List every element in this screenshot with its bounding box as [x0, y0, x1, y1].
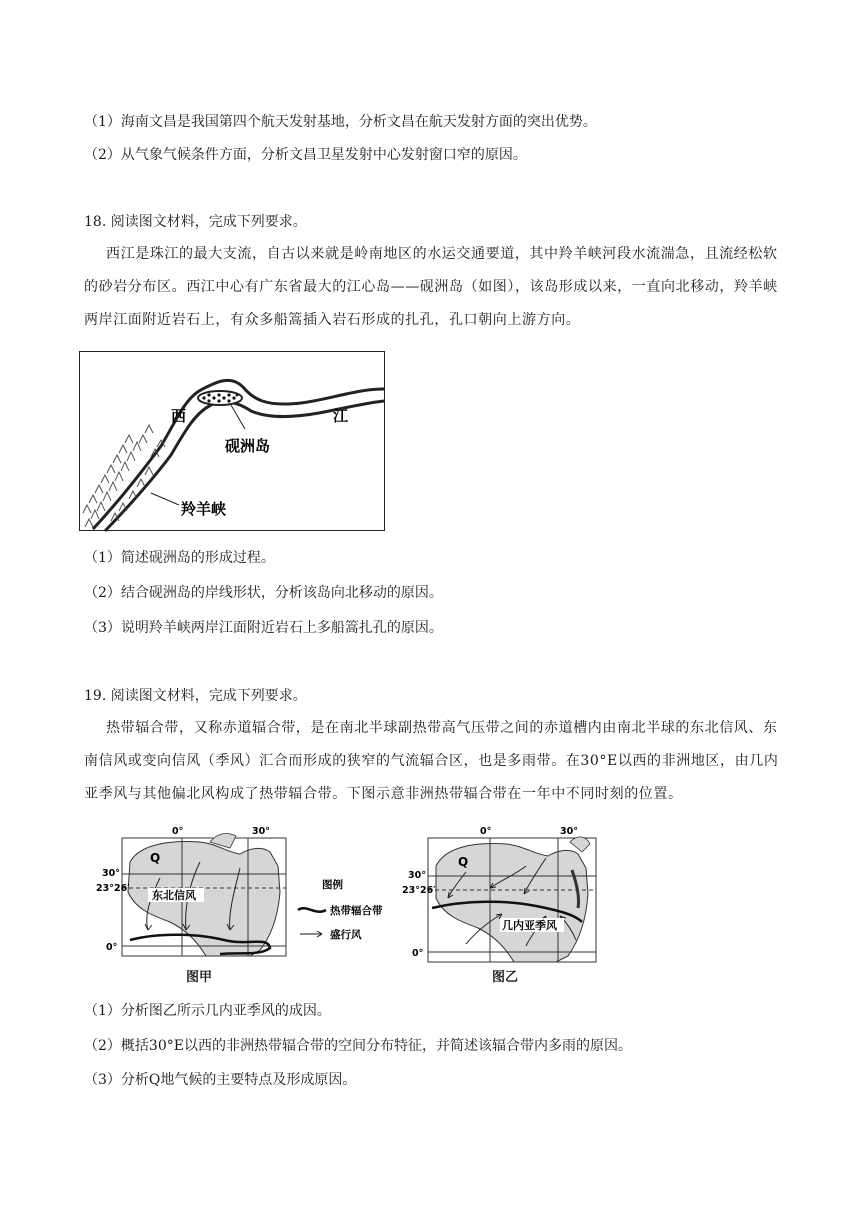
- q19-sub3: （3）分析Q地气候的主要特点及形成原因。: [84, 1072, 357, 1088]
- legend-itcz: 热带辐合带: [330, 905, 383, 917]
- map-label-gorge: 羚羊峡: [181, 500, 227, 518]
- fig-b-q: Q: [458, 855, 469, 869]
- figure-a-map: [96, 822, 296, 982]
- q18-sub2: （2）结合砚洲岛的岸线形状，分析该岛向北移动的原因。: [84, 585, 443, 601]
- fig-b-lat30: 30°: [408, 870, 426, 881]
- q17-sub1: （1）海南文昌是我国第四个航天发射基地，分析文昌在航天发射方面的突出优势。: [84, 114, 597, 130]
- q18-paragraph: 西江是珠江的最大支流，自古以来就是岭南地区的水运交通要道，其中羚羊峡河段水流湍急，且流经松软的砂岩分布区。西江中心有广东省最大的江心岛——砚洲岛（如图），该岛形成以来，一直向北移动，羚羊峡两岸江面附近岩石上，有众多船篙插入岩石形成的扎孔，孔口朝向上游方向。: [84, 246, 778, 328]
- q19-sub1: （1）分析图乙所示几内亚季风的成因。: [84, 1003, 331, 1019]
- legend: [296, 876, 406, 946]
- fig-a-lon0: 0°: [172, 826, 184, 837]
- q19-paragraph: 热带辐合带，又称赤道辐合带，是在南北半球副热带高气压带之间的赤道槽内由南北半球的东北信风、东南信风或变向信风（季风）汇合而形成的狭窄的气流辐合区，也是多雨带。在30°E以西的非洲地区，由几内亚季风与其他偏北风构成了热带辐合带。下图示意非洲热带辐合带在一年中不同时刻的位置。: [84, 720, 779, 802]
- q19-sub2: （2）概括30°E以西的非洲热带辐合带的空间分布特征，并简述该辐合带内多雨的原因。: [84, 1038, 632, 1054]
- fig-b-lat2326: 23°26′: [402, 885, 436, 896]
- q19-header: 19. 阅读图文材料，完成下列要求。: [84, 688, 307, 704]
- fig-a-lon30: 30°: [252, 826, 270, 837]
- q18-header: 18. 阅读图文材料，完成下列要求。: [84, 214, 307, 230]
- fig-a-lat30: 30°: [102, 868, 120, 879]
- map-label-jiang: 江: [333, 407, 349, 425]
- fig-a-lat2326: 23°26′: [96, 883, 130, 894]
- fig-b-lon30: 30°: [560, 826, 578, 837]
- map-label-xi: 西: [171, 407, 187, 425]
- fig-a-wind-label: 东北信风: [152, 889, 196, 902]
- fig-a-q: Q: [150, 851, 161, 865]
- fig-b-wind-label: 几内亚季风: [502, 919, 557, 932]
- legend-prevailing: 盛行风: [330, 929, 362, 941]
- fig-a-lat0: 0°: [106, 942, 118, 953]
- q18-sub3: （3）说明羚羊峡两岸江面附近岩石上多船篙扎孔的原因。: [84, 620, 443, 636]
- fig-b-lat0: 0°: [412, 948, 424, 959]
- legend-title: 图例: [322, 879, 343, 891]
- map-label-island: 砚洲岛: [225, 437, 271, 455]
- xijiang-map: [79, 351, 385, 531]
- fig-b-lon0: 0°: [480, 826, 492, 837]
- fig-b-caption: 图乙: [492, 970, 519, 985]
- q18-sub1: （1）简述砚洲岛的形成过程。: [84, 550, 275, 566]
- fig-a-caption: 图甲: [186, 970, 213, 985]
- figure-b-map: [402, 822, 606, 982]
- q17-sub2: （2）从气象气候条件方面，分析文昌卫星发射中心发射窗口窄的原因。: [84, 147, 527, 163]
